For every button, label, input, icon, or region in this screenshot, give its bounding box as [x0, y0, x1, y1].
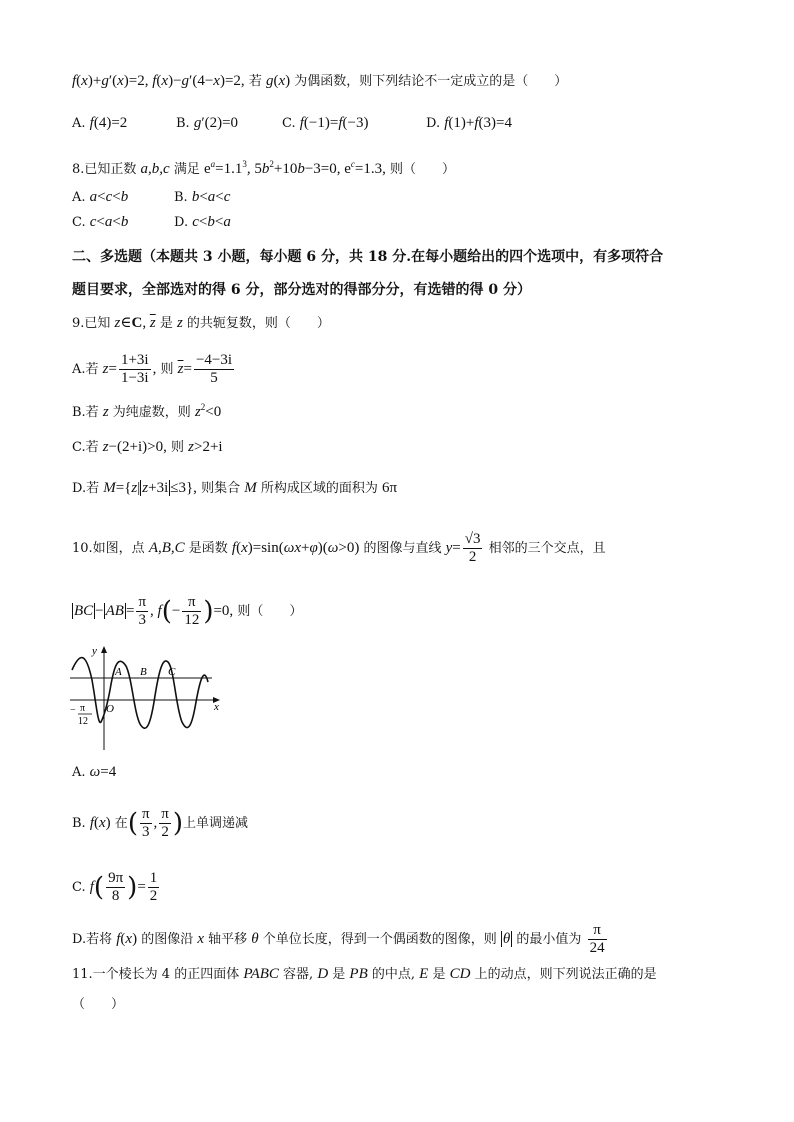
- point-c-label: C: [168, 666, 176, 678]
- q10-option-a[interactable]: A. ω=4: [72, 764, 117, 780]
- q7-stem: f(x)+g′(x)=2, f(x)−g′(4−x)=2, 若 g(x) 为偶函数，则下列结论不一定成立的是（ ）: [72, 73, 568, 89]
- q10-stem-2: BC − AB = $\frac{\pi}{3}$ , f(− $\frac{\pi}{12}$ )=0, 则（ ）: [74, 594, 303, 628]
- origin-label: O: [106, 703, 114, 715]
- tick-sign: −: [70, 705, 76, 716]
- q11-stem: 11.一个棱长为 4 的正四面体 PABC 容器, D 是 PB 的中点, E 是 CD 上的动点，则下列说法正确的是: [72, 966, 657, 982]
- q10-option-c[interactable]: C. f( $\frac{9\pi}{8}$ )= $\frac{1}{2}$: [72, 870, 158, 904]
- q8-option-c[interactable]: C. c<a<b: [72, 214, 129, 230]
- q8-option-d[interactable]: D. c<b<a: [174, 214, 231, 230]
- q8-option-a[interactable]: A. a<c<b: [72, 189, 129, 205]
- y-axis-arrow: [101, 646, 107, 653]
- q9-option-c[interactable]: C.若 z−(2+i)>0, 则 z>2+i: [72, 439, 223, 455]
- q7-option-c[interactable]: C. f(−1)=f(−3): [282, 115, 369, 131]
- q8-stem: 8.已知正数 a,b,c 满足 $e^a=1.1^3$, $5b^2+10b-3=0$, $e^c=1.3$, 则（ ）: [72, 159, 456, 177]
- q10-option-b[interactable]: B. f(x) 在( $\frac{\pi}{3}$ , $\frac{\pi}{2}$ )上单调递减: [72, 806, 249, 840]
- tick-denominator: 12: [78, 716, 88, 727]
- q7-option-b[interactable]: B. g′(2)=0: [176, 115, 239, 131]
- q11-paren: （ ）: [72, 997, 125, 1012]
- q9-option-d[interactable]: D.若 M={z| z+3i ≤3}, 则集合 M 所构成区域的面积为 6π: [72, 480, 398, 496]
- q8-option-b[interactable]: B. b<a<c: [174, 189, 231, 205]
- x-axis-label: x: [214, 701, 219, 713]
- point-a-label: A: [115, 666, 122, 678]
- q7-option-d[interactable]: D. f(1)+f(3)=4: [426, 115, 512, 131]
- tick-numerator: π: [80, 703, 86, 714]
- y-axis-label: y: [92, 645, 97, 657]
- q10-option-d[interactable]: D.若将 f(x) 的图像沿 x 轴平移 θ 个单位长度，得到一个偶函数的图像，则 θ 的最小值为 $\frac{\pi}{24}$: [72, 922, 605, 956]
- q9-stem: 9.已知 z∈C, $\overline{z}$ 是 z 的共轭复数，则（ ）: [72, 315, 330, 331]
- point-b-label: B: [140, 666, 147, 678]
- q9-option-b[interactable]: B.若 z 为纯虚数，则 $z^2<0$: [72, 402, 222, 420]
- q7-option-a[interactable]: A. f(4)=2: [72, 115, 128, 131]
- q10-sine-graph: [70, 642, 230, 754]
- q10-stem: 10.如图，点 A,B,C 是函数 f(x)=sin(ωx+φ)(ω>0) 的图像与直线 y= $\frac{√3}{2}$ 相邻的三个交点，且: [72, 531, 606, 565]
- q9-option-a[interactable]: A.若 z= $\frac{1+3i}{1-3i}$ , 则 $\overline{z}=$ $\frac{-4-3i}{5}$: [72, 352, 233, 386]
- section2-heading-line1: 二、多选题（本题共 3 小题，每小题 6 分，共 18 分.在每小题给出的四个选项中，有多项符合: [72, 249, 664, 265]
- section2-heading-line2: 题目要求，全部选对的得 6 分，部分选对的得部分分，有选错的得 0 分）: [72, 282, 531, 298]
